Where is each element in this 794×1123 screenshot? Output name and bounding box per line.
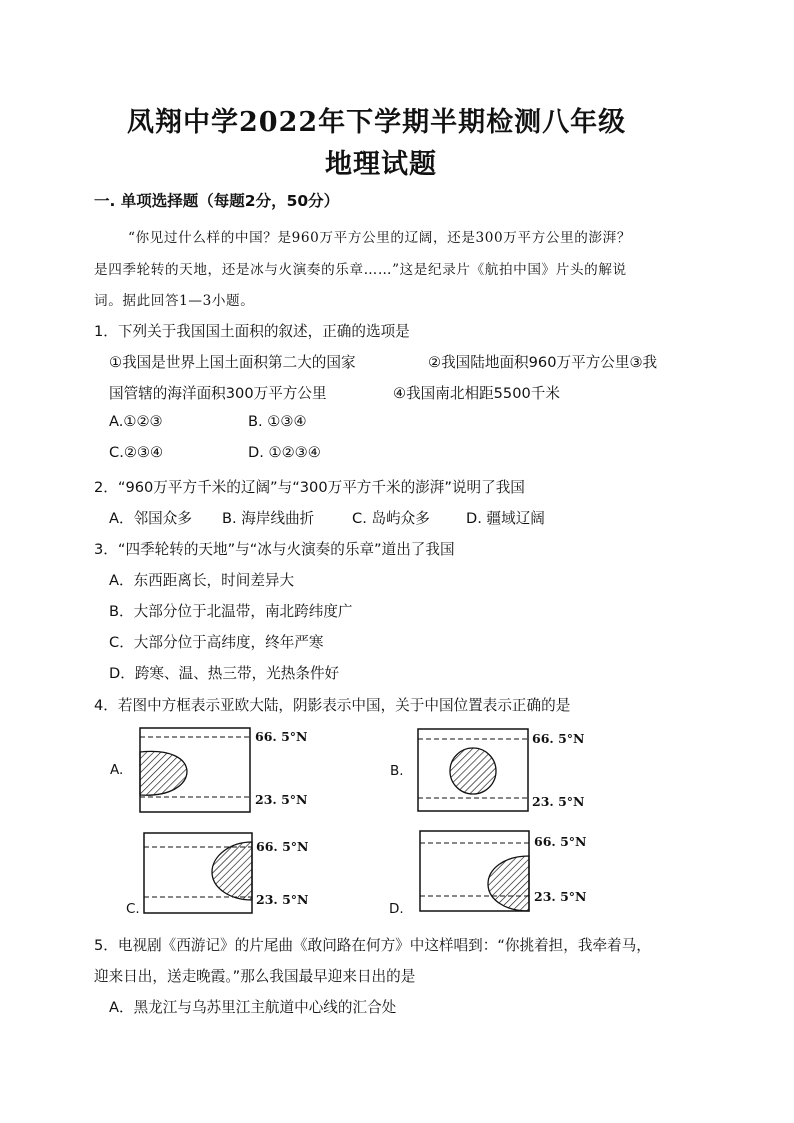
q1-statement-4: ④我国南北相距5500千米 [393,385,560,402]
q3-option-a: A．东西距离长，时间差异大 [109,572,295,589]
china-shading [450,748,496,794]
q1-stem: 1．下列关于我国国土面积的叙述，正确的选项是 [94,323,410,340]
q1-option-b: B. ①③④ [248,413,307,430]
q4-figure-b [416,727,591,819]
exam-title-line2: 地理试题 [325,149,437,180]
q4-figure-a-bottom-lat: 23. 5°N [255,792,308,807]
q2-option-d: D. 疆域辽阔 [466,510,545,527]
q1-option-a: A.①②③ [109,413,163,430]
q5-stem-line-2: 迎来日出，送走晚霞。”那么我国最早迎来日出的是 [94,968,416,985]
q4-figure-c [142,830,312,920]
q4-figure-d-top-lat: 66. 5°N [534,834,587,849]
q1-option-d: D. ①②③④ [248,444,321,461]
q4-figure-d-label: D. [389,901,404,917]
q2-option-a: A．邻国众多 [109,510,192,527]
q4-figure-d-bottom-lat: 23. 5°N [534,889,587,904]
q4-figure-a [138,725,308,817]
q4-figure-c-bottom-lat: 23. 5°N [256,892,309,907]
q5-stem-line-1: 5．电视剧《西游记》的片尾曲《敢问路在何方》中这样唱到：“你挑着担，我牵着马， [94,937,651,954]
q4-figure-d [418,828,594,916]
q1-option-c: C.②③④ [109,444,164,461]
q4-figure-b-label: B. [390,763,404,779]
intro-line-1: “你见过什么样的中国？是960万平方公里的辽阔，还是300万平方公里的澎湃？ [128,230,632,246]
intro-line-3: 词。据此回答1—3小题。 [94,293,255,309]
q3-option-c: C．大部分位于高纬度，终年严寒 [109,634,324,651]
q2-option-b: B. 海岸线曲折 [222,510,315,527]
q4-stem: 4．若图中方框表示亚欧大陆，阴影表示中国，关于中国位置表示正确的是 [94,697,571,714]
q4-figure-a-label: A. [110,762,124,778]
q3-option-b: B．大部分位于北温带，南北跨纬度广 [109,603,353,620]
exam-title-line1: 凤翔中学2022年下学期半期检测八年级 [127,107,627,138]
q1-statement-1: ①我国是世界上国土面积第二大的国家 [109,354,356,371]
q5-option-a: A．黑龙江与乌苏里江主航道中心线的汇合处 [109,999,397,1016]
q4-figure-b-top-lat: 66. 5°N [532,731,585,746]
q2-stem: 2．“960万平方千米的辽阔”与“300万平方千米的澎湃”说明了我国 [94,479,525,496]
q4-figure-c-label: C. [126,901,140,917]
intro-line-2: 是四季轮转的天地，还是冰与火演奏的乐章……”这是纪录片《航拍中国》片头的解说 [94,262,627,278]
q1-statement-2: ②我国陆地面积960万平方公里③我 [428,354,658,371]
section-heading: 一. 单项选择题（每题2分，50分） [94,192,340,210]
china-shading [140,751,187,795]
q3-option-d: D．跨寒、温、热三带，光热条件好 [109,665,340,682]
china-shading [488,856,529,911]
q4-figure-a-top-lat: 66. 5°N [255,729,308,744]
china-shading [212,842,252,900]
q4-figure-b-bottom-lat: 23. 5°N [532,794,585,809]
q4-figure-c-top-lat: 66. 5°N [256,839,309,854]
q2-option-c: C. 岛屿众多 [352,510,430,527]
q1-statement-3: 国管辖的海洋面积300万平方公里 [109,385,327,402]
q3-stem: 3．“四季轮转的天地”与“冰与火演奏的乐章”道出了我国 [94,541,455,558]
